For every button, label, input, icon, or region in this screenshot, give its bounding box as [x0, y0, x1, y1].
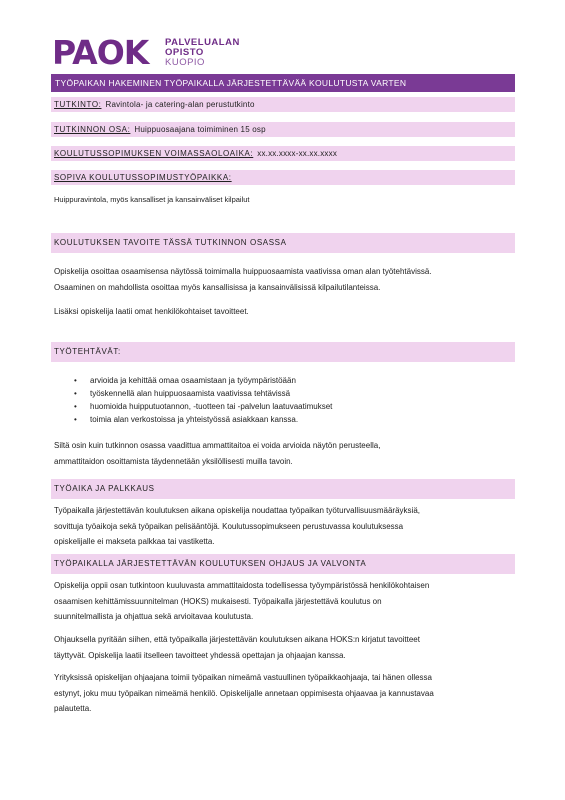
- ohjaus-paragraph-2: [54, 632, 516, 663]
- logo-line-2: OPISTO: [165, 47, 204, 58]
- field-label: KOULUTUSSOPIMUKSEN VOIMASSAOLOAIKA:: [54, 149, 254, 158]
- section-heading-tyoaika: TYÖAIKA JA PALKKAUS: [51, 479, 515, 499]
- ohjaus-paragraph-3: [54, 670, 516, 717]
- tavoite-paragraph-2: [54, 304, 516, 320]
- list-item: • toimia alan verkostoissa ja yhteistyössä asiakkaan kanssa.: [74, 415, 299, 424]
- bullet-icon: •: [74, 376, 77, 385]
- field-value: Huippuosaajana toimiminen 15 osp: [134, 125, 266, 134]
- field-label: TUTKINTO:: [54, 100, 102, 109]
- logo-line-3: KUOPIO: [165, 57, 205, 68]
- field-tutkinto: [51, 97, 515, 112]
- section-heading-ohjaus: TYÖPAIKALLA JÄRJESTETTÄVÄN KOULUTUKSEN OHJAUS JA VALVONTA: [51, 554, 515, 574]
- field-label: SOPIVA KOULUTUSSOPIMUSTYÖPAIKKA:: [54, 173, 232, 182]
- text-line: Osaaminen on mahdollista osoittaa myös kansallisissa ja kansainvälisissä kilpailutilanteissa.: [54, 282, 381, 292]
- section-heading-tyotehtavat: TYÖTEHTÄVÄT:: [51, 342, 515, 362]
- field-value: Ravintola- ja catering-alan perustutkinto: [105, 100, 255, 109]
- ohjaus-paragraph-1: [54, 578, 516, 625]
- field-value: xx.xx.xxxx-xx.xx.xxxx: [257, 149, 338, 158]
- text-line: Ohjauksella pyritään siihen, että työpaikalla järjestettävän koulutuksen aikana HOKS:n kirjatut tavoitteet: [54, 635, 420, 644]
- bullet-icon: •: [74, 402, 77, 411]
- text-line: sovittuja työaikoja sekä työpaikan pelisääntöjä. Koulutussopimukseen perustuvassa koulutuksessa: [54, 521, 404, 531]
- tyotehtavat-paragraph: [54, 438, 516, 469]
- document-title-banner: TYÖPAIKAN HAKEMINEN TYÖPAIKALLA JÄRJESTETTÄVÄÄ KOULUTUSTA VARTEN: [51, 74, 515, 92]
- section-heading-tavoite: KOULUTUKSEN TAVOITE TÄSSÄ TUTKINNON OSASSA: [51, 233, 515, 253]
- field-label: TUTKINNON OSA:: [54, 125, 131, 134]
- text-line: täyttyvät. Opiskelija laatii itselleen tavoitteet yhdessä opettajan ja ohjaajan kanssa.: [54, 650, 346, 660]
- text-line: palautetta.: [54, 704, 92, 713]
- text-line: ammattitaidon osoittamista täydennetään yksilöllisesti muilla tavoin.: [54, 456, 293, 466]
- field-sopiva-tyopaikka: [51, 170, 515, 185]
- tavoite-paragraph-1: [54, 264, 516, 295]
- list-item: • arvioida ja kehittää omaa osaamistaan ja työympäristöään: [74, 376, 296, 385]
- text-line: Opiskelija oppii osan tutkintoon kuuluvasta ammattitaidosta todellisessa työympäristössä henkilökohtaisen: [54, 581, 430, 590]
- logo-wordmark: PAOK: [52, 33, 149, 72]
- list-item: • huomioida huipputuotannon, -tuotteen tai -palvelun laatuvaatimukset: [74, 402, 333, 411]
- text-line: osaamisen kehittämissuunnitelman (HOKS) mukaisesti. Työpaikalla järjestettävä koulutus on: [54, 596, 382, 606]
- paok-logo: [52, 33, 252, 72]
- field-tutkinnon-osa: [51, 122, 515, 137]
- logo-subtitle: [165, 38, 240, 68]
- text-line: opiskelijalle ei makseta palkkaa tai vastiketta.: [54, 537, 215, 546]
- text-line: Työpaikalla järjestettävän koulutuksen aikana opiskelija noudattaa työpaikan työturvallisuusmääräyksiä,: [54, 506, 420, 515]
- bullet-icon: •: [74, 415, 77, 424]
- tasks-bullet-list: [54, 374, 332, 426]
- text-line: suunnitelmallista ja ohjattua sekä arvioitavaa koulutusta.: [54, 612, 254, 621]
- workplace-description: Huippuravintola, myös kansalliset ja kansainväliset kilpailut: [54, 195, 250, 204]
- text-line: Yrityksissä opiskelijan ohjaajana toimii työpaikan nimeämä vastuullinen työpaikkaohjaaja, tai hänen ollessa: [54, 673, 432, 682]
- list-item: • työskennellä alan huippuosaamista vaativissa tehtävissä: [74, 389, 291, 398]
- field-voimassaoloaika: [51, 146, 515, 161]
- text-line: Lisäksi opiskelija laatii omat henkilökohtaiset tavoitteet.: [54, 307, 249, 316]
- tyoaika-paragraph: [54, 503, 516, 550]
- text-line: Opiskelija osoittaa osaamisensa näytössä toimimalla huippuosaamista vaativissa oman alan työtehtävissä.: [54, 267, 432, 276]
- text-line: estynyt, joku muu työpaikan nimeämä henkilö. Opiskelijalle annetaan oppimisesta ohjaavaa ja kannustavaa: [54, 688, 434, 698]
- text-line: Siltä osin kuin tutkinnon osassa vaadittua ammattitaitoa ei voida arvioida näytön perusteella,: [54, 441, 381, 450]
- bullet-icon: •: [74, 389, 77, 398]
- logo-line-1: PALVELUALAN: [165, 37, 240, 48]
